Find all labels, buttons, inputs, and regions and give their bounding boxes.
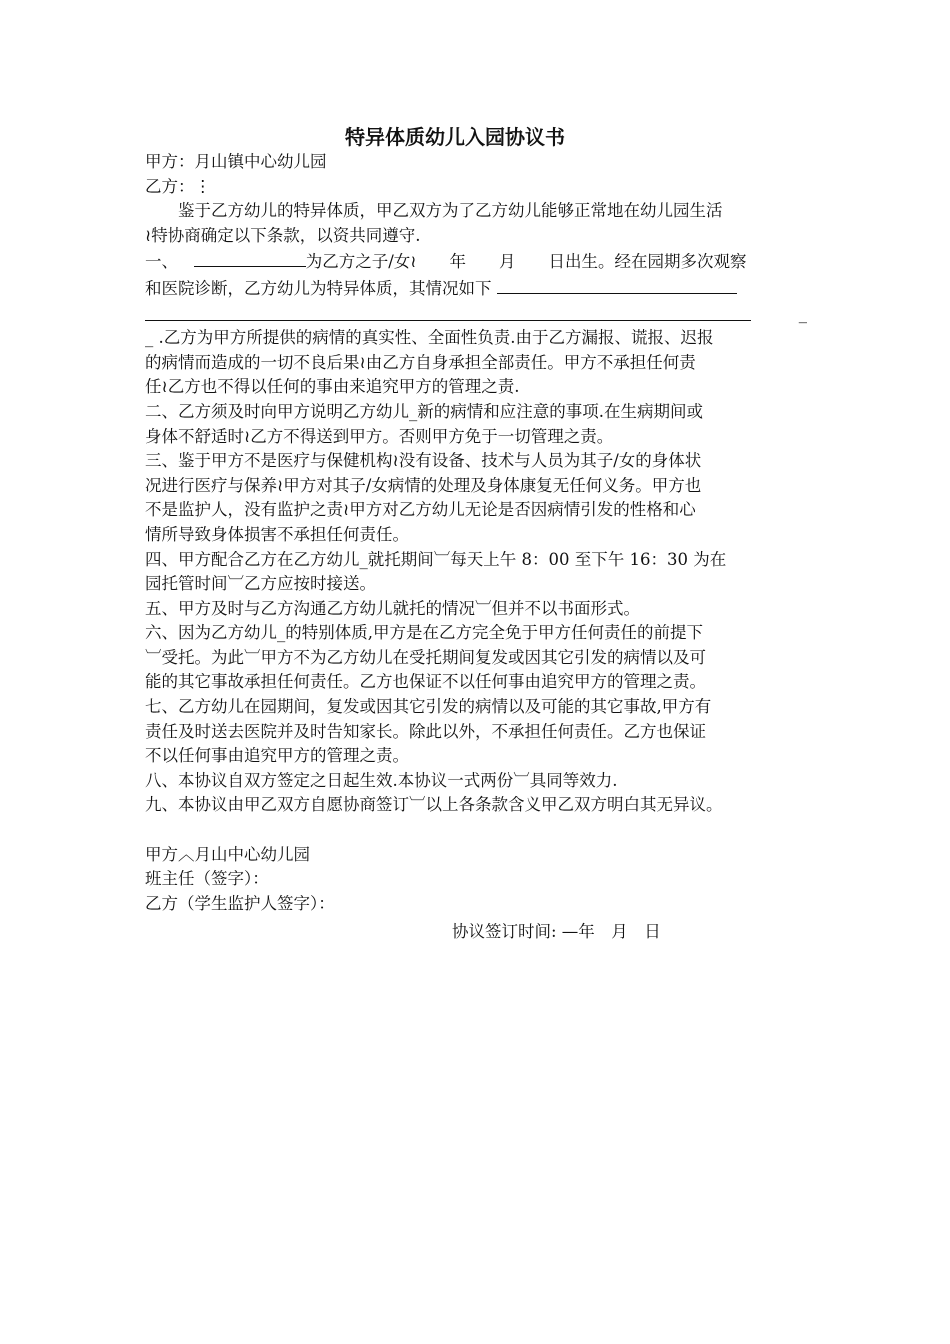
- signature-teacher: 班主任（签字）：: [145, 869, 269, 889]
- item-7-line-1: 七、乙方幼儿在园期间，复发或因其它引发的病情以及可能的其它事故,甲方有: [145, 697, 712, 717]
- party-a-line: 甲方：月山镇中心幼儿园: [145, 152, 327, 171]
- party-b-line: 乙方：⋮: [145, 176, 211, 196]
- child-name-blank: [194, 248, 306, 267]
- item-6-line-3: 能的其它事故承担任何责任。乙方也保证不以任何事由追究甲方的管理之责。: [145, 672, 706, 692]
- item-1-line-6: 任≀乙方也不得以任何的事由来追究甲方的管理之责.: [145, 377, 520, 397]
- item-1-number: 一、: [145, 252, 178, 272]
- document-body: [145, 150, 807, 916]
- item-1-line-4: _ .乙方为甲方所提供的病情的真实性、全面性负责.由于乙方漏报、谎报、迟报: [145, 328, 714, 348]
- item-8-line-1: 八、本协议自双方签定之日起生效.本协议一式两份︺具同等效力.: [145, 770, 618, 790]
- item-2-line-1: 二、乙方须及时向甲方说明乙方幼儿_新的病情和应注意的事项.在生病期间或: [145, 401, 703, 421]
- item-7-line-3: 不以任何事由追究甲方的管理之责。: [145, 746, 409, 766]
- preamble-line-2: ≀特协商确定以下条款，以资共同遵守.: [145, 225, 421, 245]
- item-7-line-2: 责任及时送去医院并及时告知家长。除此以外，不承担任何责任。乙方也保证: [145, 721, 706, 741]
- item-5-line-1: 五、甲方及时与乙方沟通乙方幼儿就托的情况︺但并不以书面形式。: [145, 598, 640, 618]
- item-1-text-2: 和医院诊断，乙方幼儿为特异体质，其情况如下: [145, 278, 492, 298]
- item-6-line-2: ︺受托。为此︺甲方不为乙方幼儿在受托期间复发或因其它引发的病情以及可: [145, 647, 706, 667]
- item-4-line-2: 园托管时间︺乙方应按时接送。: [145, 574, 376, 594]
- item-4-line-1: 四、甲方配合乙方在乙方幼儿_就托期间︺每天上午 8：00 至下午 16：30 为在: [145, 549, 727, 569]
- item-3-line-3: 不是监护人，没有监护之责≀甲方对乙方幼儿无论是否因病情引发的性格和心: [145, 500, 696, 520]
- condition-rule: [145, 320, 751, 321]
- item-1-text: 为乙方之子/女≀ 年 月 日出生。经在园期多次观察: [305, 252, 747, 272]
- item-6-line-1: 六、因为乙方幼儿_的特别体质,甲方是在乙方完全免于甲方任何责任的前提下: [145, 623, 703, 643]
- item-3-line-2: 况进行医疗与保养≀甲方对其子/女病情的处理及身体康复无任何义务。甲方也: [145, 475, 702, 495]
- signature-gap: [145, 818, 807, 843]
- condition-blank: [497, 275, 737, 294]
- item-3-line-4: 情所导致身体损害不承担任何责任。: [145, 524, 409, 544]
- signature-party-a: 甲方︿月山中心幼儿园: [145, 844, 310, 864]
- condition-blank-line: [145, 302, 807, 327]
- item-1-line-5: 的病情而造成的一切不良后果≀由乙方自身承担全部责任。甲方不承担任何责: [145, 352, 696, 372]
- item-1-line-1: [145, 248, 807, 275]
- signature-party-b: 乙方（学生监护人签字）：: [145, 893, 335, 913]
- condition-rule-end: _: [798, 303, 807, 323]
- item-3-line-1: 三、鉴于甲方不是医疗与保健机构≀没有设备、技术与人员为其子/女的身体状: [145, 451, 702, 471]
- preamble-line-1: 鉴于乙方幼儿的特异体质，甲乙双方为了乙方幼儿能够正常地在幼儿园生活: [178, 201, 723, 221]
- item-9-line-1: 九、本协议由甲乙双方自愿协商签订︺以上各条款含义甲乙双方明白其无异议。: [145, 795, 723, 815]
- signing-date: 协议签订时间: —年 月 日: [452, 922, 661, 941]
- item-1-line-2: [145, 275, 807, 302]
- document-title: 特异体质幼儿入园协议书: [345, 125, 565, 149]
- item-2-line-2: 身体不舒适时≀乙方不得送到甲方。否则甲方免于一切管理之责。: [145, 426, 614, 446]
